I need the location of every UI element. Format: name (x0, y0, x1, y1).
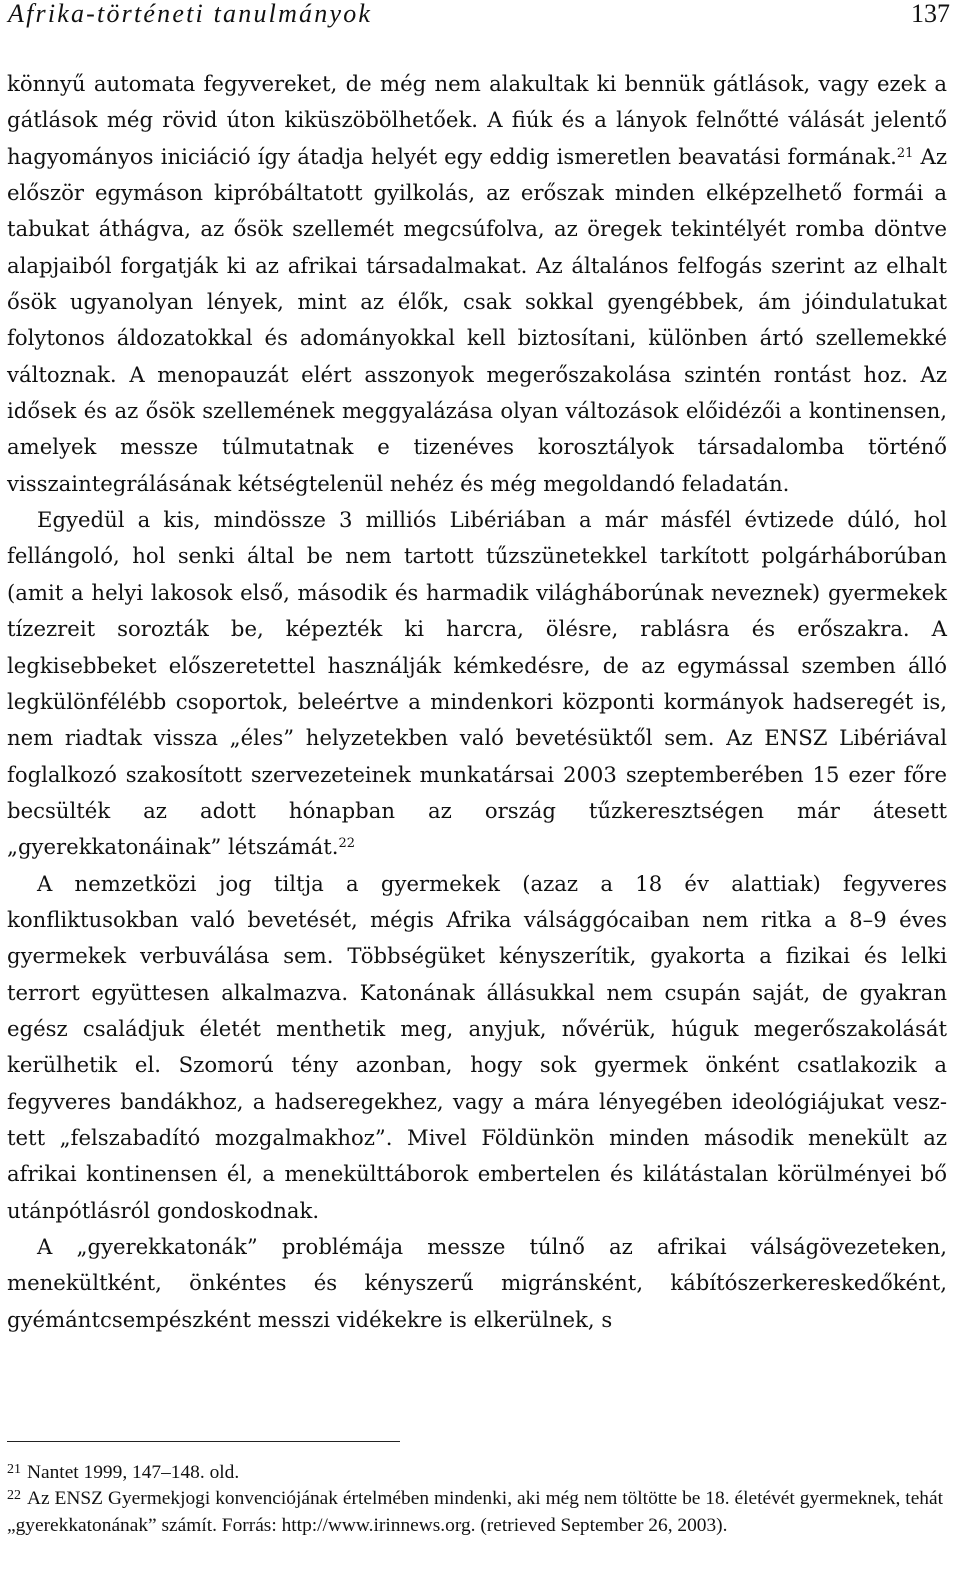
paragraph (7, 66, 947, 502)
paragraph-text: A nemzetközi jog tiltja a gyermekek (azaz a 18 év alattiak) fegyveres konfliktusokban való bevetését, mégis Afrika válsággócaiban nem ritka a 8–9 éves gyermekek verbuválása sem. Többségüket kényszerítik, gyakorta a fizikai és lelki terrort együttesen alkalmazva. Katonának állásukkal nem csupán saját, de gyakran egész családjuk életét menthetik meg, anyjuk, nővérük, húguk megerőszakolását kerülhetik el. Szomorú tény azonban, hogy sok gyermek önként csatlakozik a fegyveres bandákhoz, a hadseregekhez, vagy a mára lényegében ideológiájukat vesztett „felszabadító mozgalmakhoz”. Mivel Földünkön minden második menekült az afrikai kontinensen él, a menekülttáborok embertelen és kilátástalan körülményei bő utánpótlásról gondoskodnak. (7, 870, 947, 1223)
footnote-text: Nantet 1999, 147–148. old. (27, 1462, 240, 1483)
footnotes (7, 1460, 943, 1539)
footnote-separator (7, 1441, 400, 1442)
paragraph (7, 1229, 947, 1338)
footnote-reference[interactable]: 21 (896, 145, 914, 161)
footnote-mark: 22 (7, 1488, 21, 1504)
body-text (7, 66, 947, 1338)
footnote-reference[interactable]: 22 (338, 836, 356, 852)
footnote-mark: 21 (7, 1462, 21, 1478)
paragraph-text: Az először egymáson kipróbáltatott gyilkolás, az erőszak minden elképzelhető formái a tabukat áthágva, az ősök szellemét megcsúfolva, az öregek tekintélyét romba döntve alapjaiból forgatják ki az afrikai társadalmakat. Az általános felfogás szerint az elhalt ősök ugyanolyan lények, mint az élők, csak sokkal gyengébbek, ám jóindulatukat folytonos áldozatokkal és adományokkal kell biztosítani, különben ártó szellemekké változnak. A menopauzát elért asszonyok megerőszakolása szintén rontást hoz. Az idősek és az ősök szellemének meggyalázása olyan változások előidézői a kontinensen, amelyek messze túlmutatnak e tizenéves korosztályok társadalomba történő visszaintegrálásának kétségtelenül nehéz és még megoldandó feladatán. (7, 143, 948, 496)
paragraph (7, 866, 947, 1229)
footnote (7, 1486, 943, 1539)
paragraph-text: könnyű automata fegyvereket, de még nem alakultak ki bennük gátlások, vagy ezek a gátlások még rövid úton kiküszöbölhetőek. A fiúk és a lányok felnőtté válását jelentő hagyományos iniciáció így átadja helyét egy eddig ismeretlen beavatási formának. (7, 71, 947, 169)
paragraph-text: Egyedül a kis, mindössze 3 milliós Libériában a már másfél évtizede dúló, hol fellángoló, hol senki által be nem tartott tűzszünetekkel tarkított polgárháborúban (amit a helyi lakosok első, második és harmadik világháborúnak neveznek) gyermekek tízezreit sorozták be, képezték ki harcra, ölésre, rablásra és erőszakra. A legkisebbeket előszeretettel használják kémkedésre, de az egymással szemben álló legkülönfélébb csoportok, beleértve a mindenkori központi kormányok hadseregét is, nem riadtak vissza „éles” helyzetekben való bevetésüktől sem. Az ENSZ Libériával foglalkozó szakosított szervezeteinek munkatársai 2003 szeptemberében 15 ezer főre becsülték az adott hónapban az ország tűzkeresztségen már átesett „gyerekkatonáinak” létszámát. (7, 507, 947, 860)
footnote (7, 1460, 943, 1486)
page-number: 137 (911, 0, 950, 28)
paragraph (7, 502, 947, 865)
footnote-text: Az ENSZ Gyermekjogi konvenciójának értelmében mindenki, aki még nem töltötte be 18. életévét gyermeknek, tehát „gyerekkatonának” számít. Forrás: http://www.irinnews.org. (retrieved September 26, 2003). (7, 1488, 943, 1536)
running-header (8, 0, 950, 32)
paragraph-text: A „gyerekkatonák” problémája messze túlnő az afrikai válságövezeteken, menekültként, önkéntes és kényszerű migránsként, kábítószerkereskedőként, gyémántcsempészként messzi vidékekre is elkerülnek, s (7, 1234, 947, 1332)
running-title: Afrika-történeti tanulmányok (8, 0, 373, 28)
